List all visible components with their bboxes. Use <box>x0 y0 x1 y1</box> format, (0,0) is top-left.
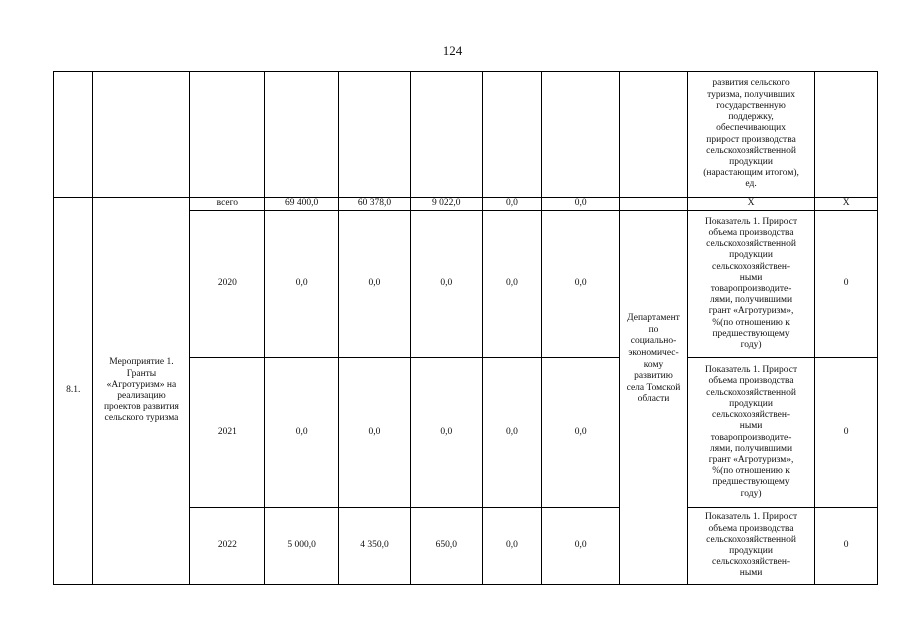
indicator-line: объема производства <box>708 376 794 387</box>
indicator-line: товаропроизводите- <box>710 432 792 443</box>
department <box>620 211 688 585</box>
indicator-line: Показатель 1. Прирост <box>704 512 798 523</box>
cell-department <box>620 72 688 198</box>
period-total: всего <box>190 198 265 211</box>
indicator-line: сельскохозяйствен- <box>712 557 791 568</box>
year-value: 0,0 <box>482 508 542 585</box>
indicator-line: ными <box>739 272 763 283</box>
indicator-line: сельскохозяйственной <box>706 387 796 398</box>
cell-indicator <box>687 72 814 198</box>
indicator-line: объема производства <box>708 227 794 238</box>
indicator-line: развития сельского <box>712 78 790 89</box>
measure-name-line: реализацию <box>117 391 166 401</box>
total-department <box>620 198 688 211</box>
indicator-line: лями, получившими <box>710 443 793 454</box>
year-value: 0,0 <box>542 358 620 508</box>
year-value: 0,0 <box>339 358 411 508</box>
indicator-line: предшествующему <box>712 477 790 488</box>
indicator <box>687 211 814 358</box>
target-value: 0 <box>815 358 878 508</box>
measure-name-line: сельского туризма <box>104 413 179 424</box>
indicator-line: сельскохозяйствен- <box>712 410 791 421</box>
year-value: 0,0 <box>410 358 482 508</box>
indicator-line: товаропроизводите- <box>710 284 792 294</box>
indicator-line: Показатель 1. Прирост <box>704 365 798 376</box>
cell-target <box>815 72 878 198</box>
continuation-row <box>54 72 878 198</box>
indicator-line: сельскохозяйственной <box>706 239 796 250</box>
indicator-line: продукции <box>729 398 773 409</box>
indicator-line: продукции <box>729 250 773 261</box>
measure-name-line: проектов развития <box>103 402 179 413</box>
year-value: 0,0 <box>482 211 542 358</box>
indicator-line: ными <box>739 568 763 579</box>
year-value: 0,0 <box>482 358 542 508</box>
indicator-line: ед. <box>745 179 757 190</box>
total-value-4: 0,0 <box>482 198 542 211</box>
target-value: 0 <box>815 508 878 585</box>
year-value: 650,0 <box>410 508 482 585</box>
cell-measure-name <box>93 72 190 198</box>
indicator-line: продукции <box>729 546 773 556</box>
year-value: 0,0 <box>542 508 620 585</box>
page-number: 124 <box>442 43 463 58</box>
department-line: Департамент <box>627 313 680 324</box>
measure-name-line: Гранты <box>126 368 157 379</box>
total-row <box>54 198 878 211</box>
indicator-line: сельскохозяйственной <box>706 145 796 156</box>
year-value: 0,0 <box>265 211 339 358</box>
year-value: 0,0 <box>339 211 411 358</box>
indicator-line: лями, получившими <box>710 295 793 306</box>
indicator-line: %(по отношению к <box>712 317 790 328</box>
indicator-line: Показатель 1. Прирост <box>704 216 798 227</box>
indicator-line: сельскохозяйственной <box>706 534 796 545</box>
budget-table <box>53 71 878 585</box>
indicator-line: грант «Агротуризм», <box>708 306 794 317</box>
cell-value <box>339 72 411 198</box>
measure-name-line: Мероприятие 1. <box>109 357 174 368</box>
cell-value <box>265 72 339 198</box>
indicator-line: предшествующему <box>712 328 790 339</box>
year-value: 0,0 <box>265 358 339 508</box>
department-line: экономичес- <box>628 347 679 358</box>
indicator-line: объема производства <box>708 523 794 534</box>
indicator-line: сельскохозяйствен- <box>712 261 791 272</box>
indicator-line: поддержку, <box>728 112 774 123</box>
cell-value <box>410 72 482 198</box>
department-line: кому <box>643 359 664 370</box>
measure-name <box>93 198 190 585</box>
total-value-1: 69 400,0 <box>265 198 339 211</box>
indicator-line: продукции <box>729 156 773 167</box>
cell-value <box>482 72 542 198</box>
target-value: 0 <box>815 211 878 358</box>
year-label: 2022 <box>190 508 265 585</box>
indicator-line: прирост производства <box>706 134 796 145</box>
department-line: социально- <box>630 336 677 347</box>
indicator-line: году) <box>740 488 762 499</box>
total-value-3: 9 022,0 <box>410 198 482 211</box>
year-value: 4 350,0 <box>339 508 411 585</box>
total-indicator: Х <box>687 198 814 211</box>
department-line: села Томской <box>626 382 681 393</box>
total-value-5: 0,0 <box>542 198 620 211</box>
department-line: по <box>648 324 659 335</box>
indicator-line: %(по отношению к <box>712 466 790 477</box>
total-value-2: 60 378,0 <box>339 198 411 211</box>
indicator-line: году) <box>740 340 762 351</box>
year-value: 5 000,0 <box>265 508 339 585</box>
cell-number <box>54 72 93 198</box>
department-line: развитию <box>634 371 673 382</box>
year-value: 0,0 <box>542 211 620 358</box>
year-label: 2021 <box>190 358 265 508</box>
department-line: области <box>637 394 670 405</box>
year-value: 0,0 <box>410 211 482 358</box>
indicator <box>687 358 814 508</box>
year-label: 2020 <box>190 211 265 358</box>
indicator-line: ными <box>739 421 763 432</box>
cell-period <box>190 72 265 198</box>
indicator <box>687 508 814 585</box>
measure-number: 8.1. <box>54 198 93 585</box>
cell-value <box>542 72 620 198</box>
total-target: Х <box>815 198 878 211</box>
indicator-line: государственную <box>716 100 786 111</box>
indicator-line: туризма, получивших <box>707 89 795 100</box>
indicator-line: (нарастающим итогом), <box>703 168 799 179</box>
indicator-line: грант «Агротуризм», <box>708 454 794 465</box>
indicator-line: обеспечивающих <box>716 123 786 134</box>
measure-name-line: «Агротуризм» на <box>106 379 177 390</box>
